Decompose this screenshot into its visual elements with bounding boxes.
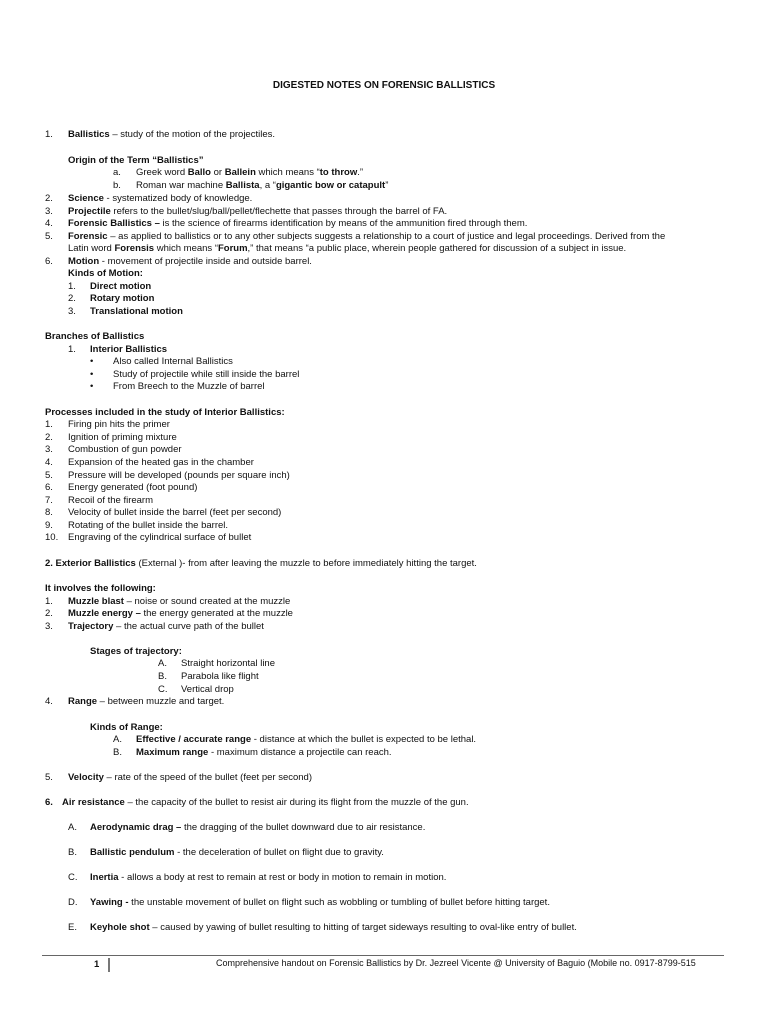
range-item: Maximum range - maximum distance a projectile can reach. [136, 747, 392, 758]
list-marker: a. [113, 167, 121, 178]
item-number: 1. [45, 419, 53, 430]
list-marker: A. [68, 822, 77, 833]
process-item: Pressure will be developed (pounds per square inch) [68, 470, 290, 481]
item-number: 5. [45, 470, 53, 481]
definition-forensic: Forensic – as applied to ballistics or to any other subjects suggests a relationship to a court of justice and legal proceedings. Derived from the [68, 231, 666, 242]
list-marker: B. [113, 747, 122, 758]
origin-item-roman: Roman war machine Ballista, a “gigantic bow or catapult” [136, 180, 389, 191]
definition-forensic-ballistics: Forensic Ballistics – is the science of firearms identification by means of the ammunition fired through them. [68, 218, 528, 229]
process-item: Expansion of the heated gas in the chamber [68, 457, 254, 468]
motion-item: Translational motion [90, 306, 183, 317]
involves-item: Muzzle energy – the energy generated at the muzzle [68, 608, 293, 619]
stage-item: Parabola like flight [181, 671, 259, 682]
range-item: Effective / accurate range - distance at which the bullet is expected to be lethal. [136, 734, 477, 745]
item-number: 1. [68, 281, 76, 292]
air-item: Aerodynamic drag – the dragging of the bullet downward due to air resistance. [90, 822, 426, 833]
branch-interior: Interior Ballistics [90, 344, 168, 355]
item-number: 6. [45, 482, 53, 493]
item-number: 9. [45, 520, 53, 531]
item-number: 6. [45, 256, 53, 267]
item-number: 1. [68, 344, 76, 355]
definition-ballistics: Ballistics – study of the motion of the projectiles. [68, 129, 276, 140]
item-number: 5. [45, 772, 53, 783]
bullet-text: Study of projectile while still inside the barrel [113, 369, 300, 380]
list-marker: A. [158, 658, 167, 669]
item-number: 1. [45, 596, 53, 607]
item-number: 8. [45, 507, 53, 518]
bullet-icon: • [90, 369, 94, 380]
process-item: Engraving of the cylindrical surface of bullet [68, 532, 252, 543]
exterior-ballistics: 2. Exterior Ballistics (External )- from after leaving the muzzle to before immediately hitting the target. [45, 558, 477, 569]
bullet-icon: • [90, 381, 94, 392]
list-marker: B. [68, 847, 77, 858]
motion-item: Rotary motion [90, 293, 155, 304]
footer-text: Comprehensive handout on Forensic Ballistics by Dr. Jezreel Vicente @ University of Baguio (Mobile no. 0917-8799-515 [216, 958, 696, 968]
definition-projectile: Projectile refers to the bullet/slug/ball/pellet/flechette that passes through the barrel of FA. [68, 206, 448, 217]
list-marker: B. [158, 671, 167, 682]
item-number: 3. [45, 621, 53, 632]
document-title: DIGESTED NOTES ON FORENSIC BALLISTICS [272, 80, 496, 91]
item-number: 7. [45, 495, 53, 506]
process-item: Energy generated (foot pound) [68, 482, 198, 493]
item-number: 2. [68, 293, 76, 304]
origin-item-greek: Greek word Ballo or Ballein which means “to throw.” [136, 167, 364, 178]
item-number: 4. [45, 218, 53, 229]
item-number: 3. [45, 444, 53, 455]
item-number: 2. [45, 608, 53, 619]
involves-heading: It involves the following: [45, 583, 156, 594]
item-number: 6. [45, 797, 53, 808]
process-item: Velocity of bullet inside the barrel (feet per second) [68, 507, 282, 518]
origin-heading: Origin of the Term “Ballistics” [68, 155, 204, 166]
kinds-of-range-heading: Kinds of Range: [90, 722, 163, 733]
definition-forensic-continued: Latin word Forensis which means “Forum,” that means “a public place, wherein people gathered for discussion of a subject in issue. [68, 243, 627, 254]
list-marker: C. [68, 872, 78, 883]
item-number: 1. [45, 129, 53, 140]
process-item: Combustion of gun powder [68, 444, 182, 455]
stage-item: Vertical drop [181, 684, 234, 695]
list-marker: A. [113, 734, 122, 745]
item-number: 2. [45, 193, 53, 204]
motion-item: Direct motion [90, 281, 152, 292]
page-number: 1 [94, 959, 100, 970]
footer-rule [42, 955, 724, 956]
air-item: Yawing - the unstable movement of bullet on flight such as wobbling or tumbling of bullet before hitting target. [90, 897, 550, 908]
list-marker: D. [68, 897, 78, 908]
stages-heading: Stages of trajectory: [90, 646, 182, 657]
definition-velocity: Velocity – rate of the speed of the bullet (feet per second) [68, 772, 312, 783]
definition-motion: Motion - movement of projectile inside and outside barrel. [68, 256, 312, 267]
item-number: 4. [45, 696, 53, 707]
definition-range: Range – between muzzle and target. [68, 696, 225, 707]
kinds-of-motion-heading: Kinds of Motion: [68, 268, 143, 279]
item-number: 3. [45, 206, 53, 217]
branches-heading: Branches of Ballistics [45, 331, 145, 342]
air-item: Inertia - allows a body at rest to remain at rest or body in motion to remain in motion. [90, 872, 447, 883]
bullet-icon: • [90, 356, 94, 367]
list-marker: E. [68, 922, 77, 933]
air-item: Ballistic pendulum - the deceleration of bullet on flight due to gravity. [90, 847, 384, 858]
item-number: 10. [45, 532, 59, 543]
item-number: 5. [45, 231, 53, 242]
involves-item: Trajectory – the actual curve path of the bullet [68, 621, 264, 632]
involves-item: Muzzle blast – noise or sound created at the muzzle [68, 596, 291, 607]
process-item: Ignition of priming mixture [68, 432, 177, 443]
item-number: 3. [68, 306, 76, 317]
bullet-text: Also called Internal Ballistics [113, 356, 233, 367]
processes-heading: Processes included in the study of Interior Ballistics: [45, 407, 285, 418]
item-number: 2. [45, 432, 53, 443]
list-marker: C. [158, 684, 168, 695]
air-item: Keyhole shot – caused by yawing of bullet resulting to hitting of target sideways resulting to oval-like entry of bullet. [90, 922, 577, 933]
bullet-text: From Breech to the Muzzle of barrel [113, 381, 265, 392]
definition-air-resistance: Air resistance – the capacity of the bullet to resist air during its flight from the muzzle of the gun. [62, 797, 469, 808]
list-marker: b. [113, 180, 121, 191]
process-item: Rotating of the bullet inside the barrel. [68, 520, 229, 531]
process-item: Recoil of the firearm [68, 495, 154, 506]
stage-item: Straight horizontal line [181, 658, 275, 669]
process-item: Firing pin hits the primer [68, 419, 170, 430]
item-number: 4. [45, 457, 53, 468]
page-number-divider [108, 958, 110, 972]
definition-science: Science - systematized body of knowledge. [68, 193, 253, 204]
